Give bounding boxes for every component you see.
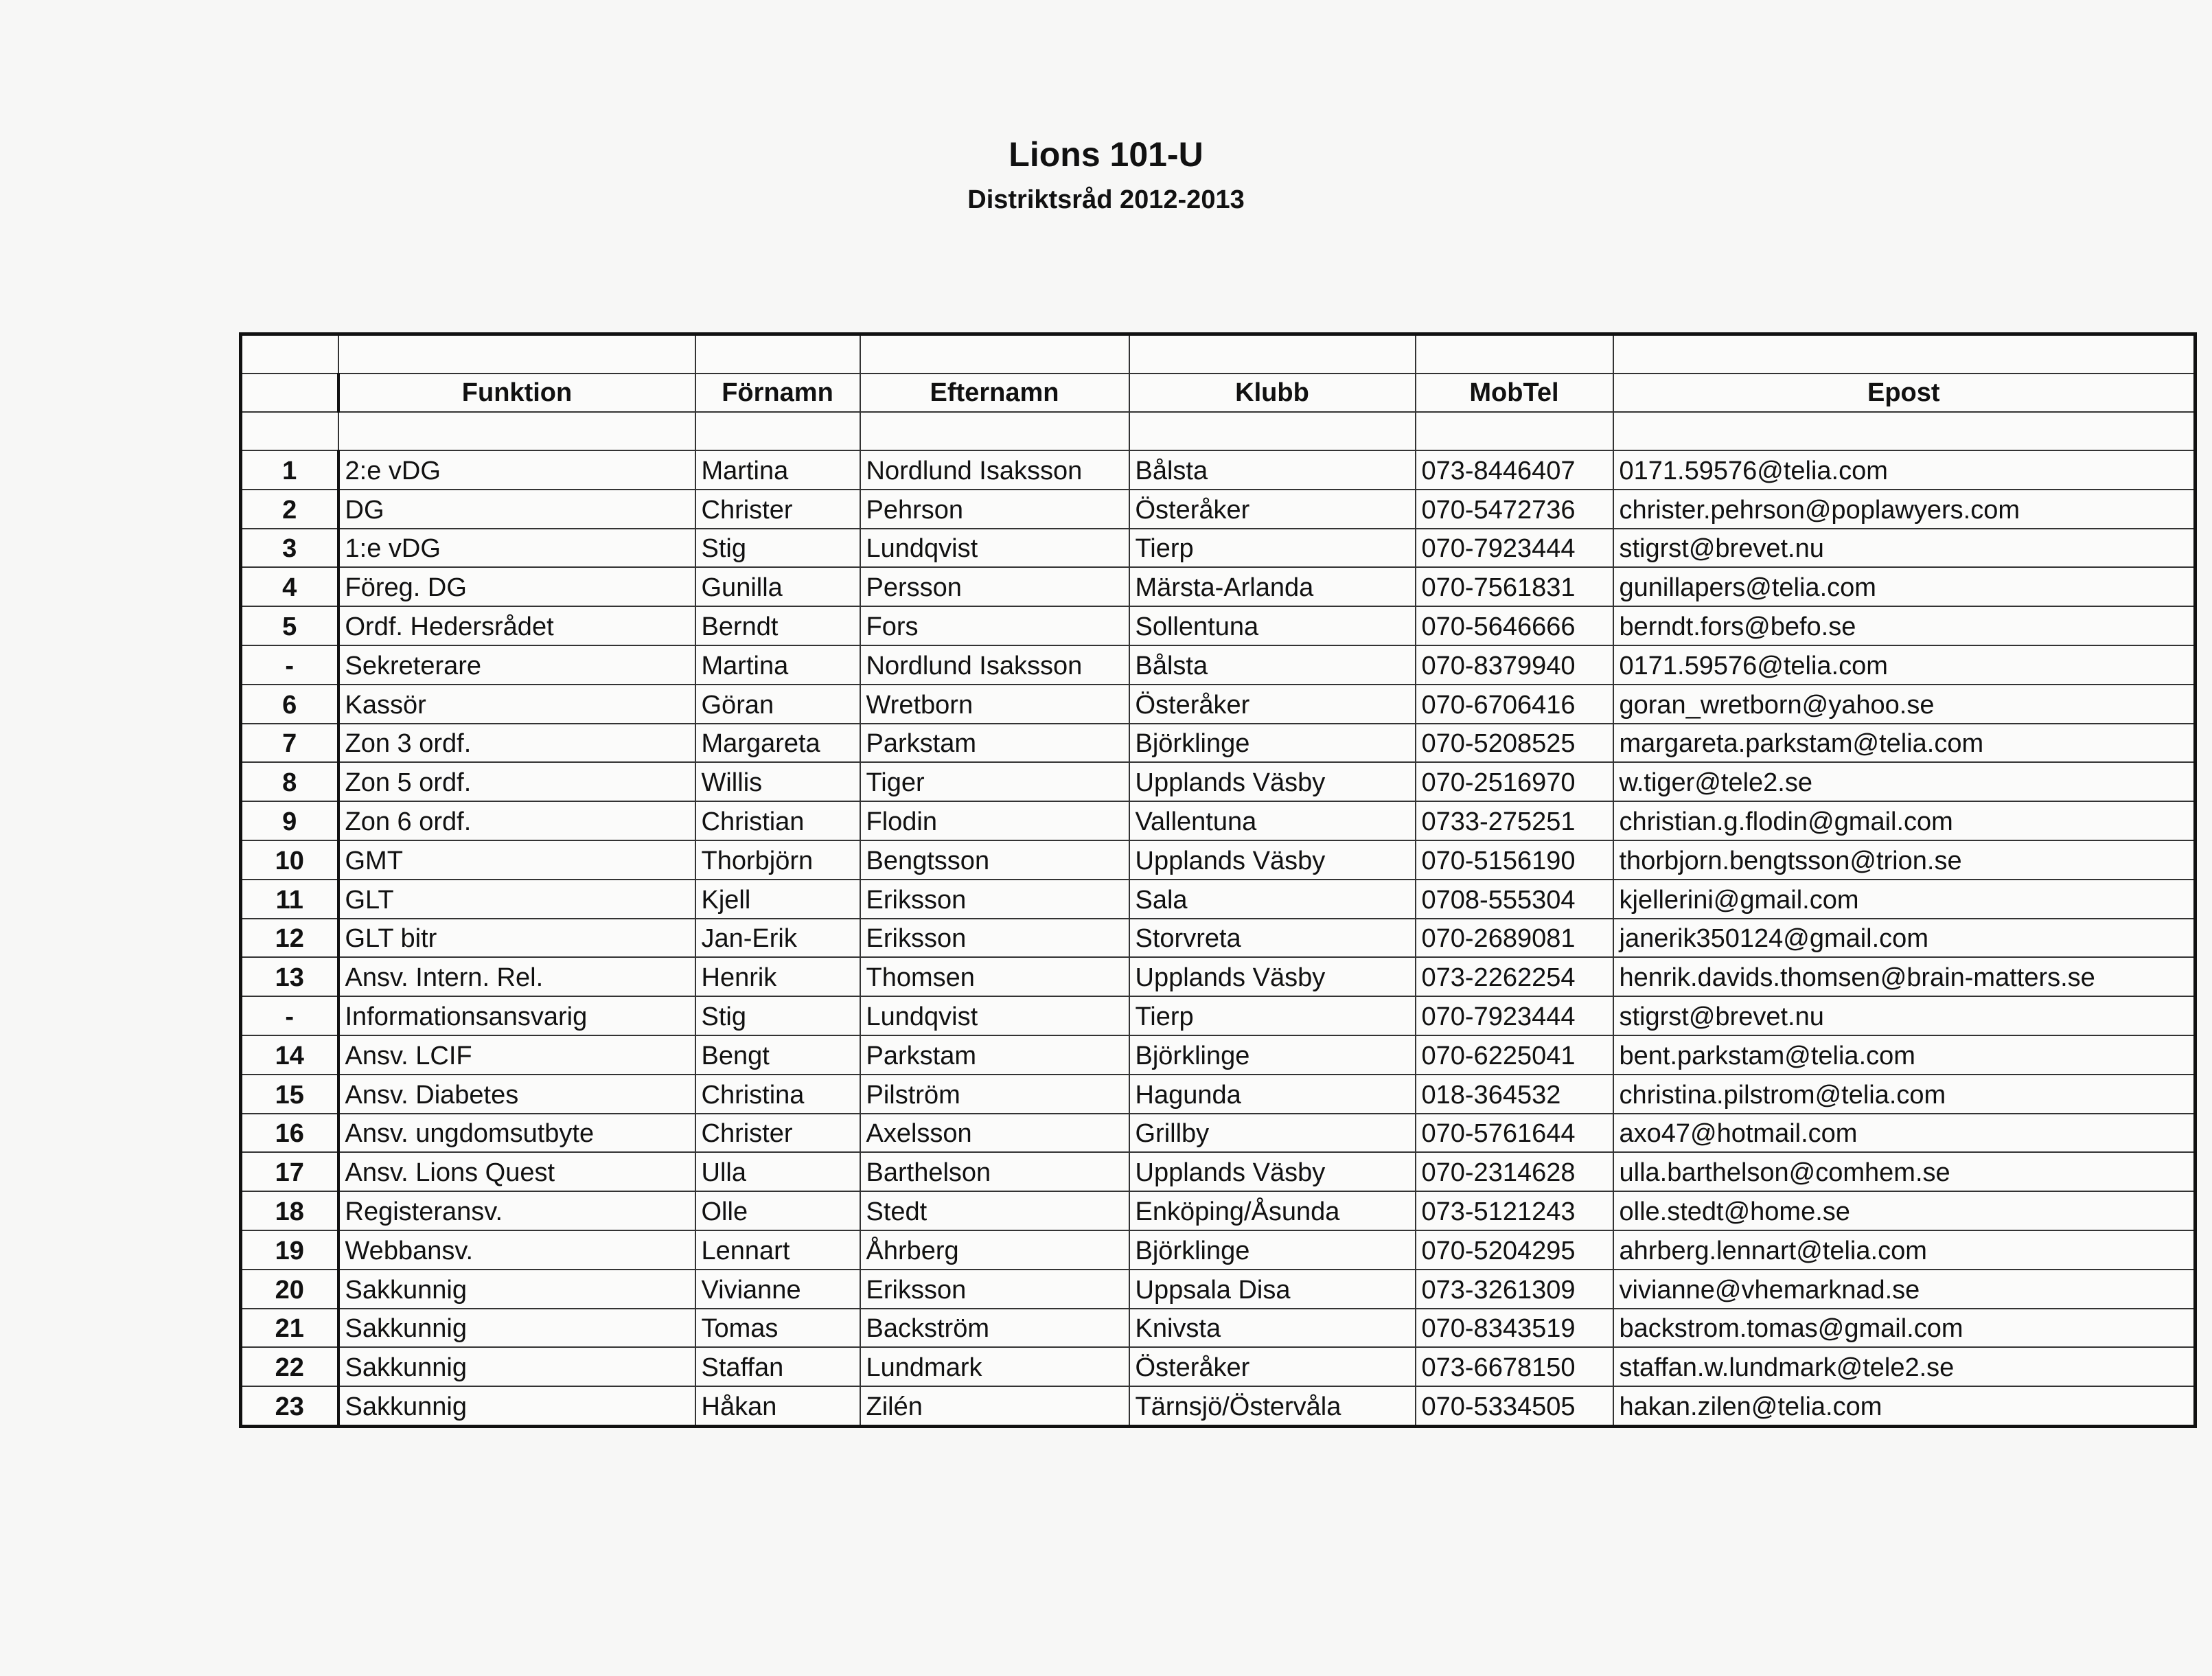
funktion-cell: Zon 3 ordf. (338, 724, 695, 763)
efternamn-cell: Lundmark (860, 1347, 1129, 1386)
header-spacer-bottom (241, 412, 2196, 450)
efternamn-cell: Nordlund Isaksson (860, 450, 1129, 490)
klubb-cell: Björklinge (1129, 1230, 1416, 1270)
epost-cell: stigrst@brevet.nu (1613, 996, 2196, 1035)
fornamn-cell: Kjell (695, 880, 860, 919)
mobtel-cell: 070-2516970 (1416, 762, 1613, 801)
fornamn-cell: Bengt (695, 1035, 860, 1075)
mobtel-cell: 070-5156190 (1416, 840, 1613, 880)
column-header-funktion: Funktion (338, 374, 695, 412)
column-header-fornamn: Förnamn (695, 374, 860, 412)
funktion-cell: Webbansv. (338, 1230, 695, 1270)
funktion-cell: DG (338, 490, 695, 529)
mobtel-cell: 073-2262254 (1416, 957, 1613, 996)
efternamn-cell: Barthelson (860, 1152, 1129, 1191)
mobtel-cell: 070-7923444 (1416, 996, 1613, 1035)
efternamn-cell: Pilström (860, 1075, 1129, 1114)
row-number: 16 (241, 1114, 338, 1153)
klubb-cell: Upplands Väsby (1129, 1152, 1416, 1191)
district-council-table (239, 332, 2197, 1428)
efternamn-cell: Stedt (860, 1191, 1129, 1230)
column-header-epost: Epost (1613, 374, 2196, 412)
efternamn-cell: Parkstam (860, 1035, 1129, 1075)
fornamn-cell: Henrik (695, 957, 860, 996)
epost-cell: ahrberg.lennart@telia.com (1613, 1230, 2196, 1270)
header-spacer-top (241, 334, 2196, 374)
efternamn-cell: Eriksson (860, 880, 1129, 919)
epost-cell: berndt.fors@befo.se (1613, 606, 2196, 645)
table-row (241, 685, 2196, 724)
mobtel-cell: 070-5646666 (1416, 606, 1613, 645)
row-number: 12 (241, 919, 338, 958)
fornamn-cell: Jan-Erik (695, 919, 860, 958)
efternamn-cell: Wretborn (860, 685, 1129, 724)
row-number: 2 (241, 490, 338, 529)
document-title: Lions 101-U (1009, 135, 1203, 174)
funktion-cell: 2:e vDG (338, 450, 695, 490)
fornamn-cell: Christer (695, 490, 860, 529)
table-row (241, 1114, 2196, 1153)
table-row (241, 762, 2196, 801)
table-row (241, 567, 2196, 606)
mobtel-cell: 070-7923444 (1416, 529, 1613, 568)
fornamn-cell: Göran (695, 685, 860, 724)
efternamn-cell: Lundqvist (860, 996, 1129, 1035)
klubb-cell: Björklinge (1129, 1035, 1416, 1075)
epost-cell: bent.parkstam@telia.com (1613, 1035, 2196, 1075)
epost-cell: 0171.59576@telia.com (1613, 645, 2196, 685)
funktion-cell: Sakkunnig (338, 1386, 695, 1426)
epost-cell: gunillapers@telia.com (1613, 567, 2196, 606)
table-row (241, 1035, 2196, 1075)
row-number: 22 (241, 1347, 338, 1386)
efternamn-cell: Nordlund Isaksson (860, 645, 1129, 685)
table-row (241, 801, 2196, 840)
funktion-cell: Föreg. DG (338, 567, 695, 606)
efternamn-cell: Parkstam (860, 724, 1129, 763)
table-row (241, 1309, 2196, 1348)
mobtel-cell: 070-2689081 (1416, 919, 1613, 958)
epost-cell: thorbjorn.bengtsson@trion.se (1613, 840, 2196, 880)
mobtel-cell: 070-5204295 (1416, 1230, 1613, 1270)
row-number: 11 (241, 880, 338, 919)
efternamn-cell: Axelsson (860, 1114, 1129, 1153)
epost-cell: vivianne@vhemarknad.se (1613, 1270, 2196, 1309)
fornamn-cell: Lennart (695, 1230, 860, 1270)
klubb-cell: Upplands Väsby (1129, 840, 1416, 880)
table-header-row (241, 374, 2196, 412)
efternamn-cell: Thomsen (860, 957, 1129, 996)
row-number: 21 (241, 1309, 338, 1348)
efternamn-cell: Fors (860, 606, 1129, 645)
epost-cell: kjellerini@gmail.com (1613, 880, 2196, 919)
efternamn-cell: Flodin (860, 801, 1129, 840)
efternamn-cell: Backström (860, 1309, 1129, 1348)
funktion-cell: Ansv. Lions Quest (338, 1152, 695, 1191)
epost-cell: olle.stedt@home.se (1613, 1191, 2196, 1230)
row-number: 9 (241, 801, 338, 840)
table-row (241, 880, 2196, 919)
funktion-cell: GLT bitr (338, 919, 695, 958)
table-row (241, 1191, 2196, 1230)
row-number: 3 (241, 529, 338, 568)
funktion-cell: Ansv. Intern. Rel. (338, 957, 695, 996)
funktion-cell: Zon 6 ordf. (338, 801, 695, 840)
fornamn-cell: Christian (695, 801, 860, 840)
mobtel-cell: 0733-275251 (1416, 801, 1613, 840)
funktion-cell: Sakkunnig (338, 1309, 695, 1348)
epost-cell: margareta.parkstam@telia.com (1613, 724, 2196, 763)
klubb-cell: Tierp (1129, 529, 1416, 568)
table-row (241, 1386, 2196, 1426)
table-row (241, 840, 2196, 880)
table-row (241, 490, 2196, 529)
table-row (241, 645, 2196, 685)
klubb-cell: Bålsta (1129, 645, 1416, 685)
epost-cell: christian.g.flodin@gmail.com (1613, 801, 2196, 840)
funktion-cell: Ansv. Diabetes (338, 1075, 695, 1114)
epost-cell: stigrst@brevet.nu (1613, 529, 2196, 568)
klubb-cell: Bålsta (1129, 450, 1416, 490)
mobtel-cell: 070-5761644 (1416, 1114, 1613, 1153)
row-number: 10 (241, 840, 338, 880)
mobtel-cell: 070-6706416 (1416, 685, 1613, 724)
column-header-klubb: Klubb (1129, 374, 1416, 412)
mobtel-cell: 070-6225041 (1416, 1035, 1613, 1075)
row-number: 6 (241, 685, 338, 724)
fornamn-cell: Olle (695, 1191, 860, 1230)
fornamn-cell: Stig (695, 996, 860, 1035)
efternamn-cell: Tiger (860, 762, 1129, 801)
epost-cell: ulla.barthelson@comhem.se (1613, 1152, 2196, 1191)
column-header-mobtel: MobTel (1416, 374, 1613, 412)
klubb-cell: Österåker (1129, 490, 1416, 529)
funktion-cell: Kassör (338, 685, 695, 724)
row-number: 4 (241, 567, 338, 606)
table-row (241, 1152, 2196, 1191)
table-row (241, 724, 2196, 763)
row-number: 23 (241, 1386, 338, 1426)
klubb-cell: Knivsta (1129, 1309, 1416, 1348)
table-row (241, 996, 2196, 1035)
fornamn-cell: Christer (695, 1114, 860, 1153)
fornamn-cell: Margareta (695, 724, 860, 763)
epost-cell: staffan.w.lundmark@tele2.se (1613, 1347, 2196, 1386)
fornamn-cell: Tomas (695, 1309, 860, 1348)
row-number: 13 (241, 957, 338, 996)
mobtel-cell: 070-5208525 (1416, 724, 1613, 763)
efternamn-cell: Eriksson (860, 919, 1129, 958)
funktion-cell: Ansv. LCIF (338, 1035, 695, 1075)
mobtel-cell: 073-3261309 (1416, 1270, 1613, 1309)
klubb-cell: Hagunda (1129, 1075, 1416, 1114)
fornamn-cell: Christina (695, 1075, 860, 1114)
fornamn-cell: Vivianne (695, 1270, 860, 1309)
efternamn-cell: Åhrberg (860, 1230, 1129, 1270)
efternamn-cell: Eriksson (860, 1270, 1129, 1309)
efternamn-cell: Bengtsson (860, 840, 1129, 880)
klubb-cell: Grillby (1129, 1114, 1416, 1153)
epost-cell: henrik.davids.thomsen@brain-matters.se (1613, 957, 2196, 996)
mobtel-cell: 070-2314628 (1416, 1152, 1613, 1191)
klubb-cell: Upplands Väsby (1129, 762, 1416, 801)
mobtel-cell: 0708-555304 (1416, 880, 1613, 919)
row-number: 15 (241, 1075, 338, 1114)
epost-cell: 0171.59576@telia.com (1613, 450, 2196, 490)
row-number: 19 (241, 1230, 338, 1270)
epost-cell: goran_wretborn@yahoo.se (1613, 685, 2196, 724)
mobtel-cell: 073-6678150 (1416, 1347, 1613, 1386)
epost-cell: hakan.zilen@telia.com (1613, 1386, 2196, 1426)
row-number: 7 (241, 724, 338, 763)
fornamn-cell: Stig (695, 529, 860, 568)
mobtel-cell: 070-5334505 (1416, 1386, 1613, 1426)
epost-cell: w.tiger@tele2.se (1613, 762, 2196, 801)
klubb-cell: Sala (1129, 880, 1416, 919)
table-row (241, 529, 2196, 568)
column-header-number (241, 374, 338, 412)
klubb-cell: Tierp (1129, 996, 1416, 1035)
row-number: 17 (241, 1152, 338, 1191)
table-row (241, 450, 2196, 490)
efternamn-cell: Zilén (860, 1386, 1129, 1426)
fornamn-cell: Martina (695, 450, 860, 490)
efternamn-cell: Lundqvist (860, 529, 1129, 568)
funktion-cell: GLT (338, 880, 695, 919)
efternamn-cell: Pehrson (860, 490, 1129, 529)
klubb-cell: Tärnsjö/Östervåla (1129, 1386, 1416, 1426)
mobtel-cell: 073-5121243 (1416, 1191, 1613, 1230)
mobtel-cell: 018-364532 (1416, 1075, 1613, 1114)
table-row (241, 1270, 2196, 1309)
klubb-cell: Sollentuna (1129, 606, 1416, 645)
klubb-cell: Märsta-Arlanda (1129, 567, 1416, 606)
fornamn-cell: Staffan (695, 1347, 860, 1386)
table-row (241, 606, 2196, 645)
row-number: 1 (241, 450, 338, 490)
mobtel-cell: 070-5472736 (1416, 490, 1613, 529)
funktion-cell: GMT (338, 840, 695, 880)
table-row (241, 919, 2196, 958)
column-header-efternamn: Efternamn (860, 374, 1129, 412)
klubb-cell: Björklinge (1129, 724, 1416, 763)
row-number: - (241, 996, 338, 1035)
funktion-cell: Sakkunnig (338, 1347, 695, 1386)
table-row (241, 1075, 2196, 1114)
funktion-cell: Sekreterare (338, 645, 695, 685)
funktion-cell: 1:e vDG (338, 529, 695, 568)
mobtel-cell: 070-8343519 (1416, 1309, 1613, 1348)
fornamn-cell: Håkan (695, 1386, 860, 1426)
table-row (241, 957, 2196, 996)
row-number: 14 (241, 1035, 338, 1075)
fornamn-cell: Thorbjörn (695, 840, 860, 880)
epost-cell: christina.pilstrom@telia.com (1613, 1075, 2196, 1114)
fornamn-cell: Ulla (695, 1152, 860, 1191)
klubb-cell: Uppsala Disa (1129, 1270, 1416, 1309)
mobtel-cell: 073-8446407 (1416, 450, 1613, 490)
funktion-cell: Informationsansvarig (338, 996, 695, 1035)
fornamn-cell: Martina (695, 645, 860, 685)
table-row (241, 1347, 2196, 1386)
fornamn-cell: Berndt (695, 606, 860, 645)
row-number: 18 (241, 1191, 338, 1230)
mobtel-cell: 070-8379940 (1416, 645, 1613, 685)
row-number: 8 (241, 762, 338, 801)
mobtel-cell: 070-7561831 (1416, 567, 1613, 606)
fornamn-cell: Willis (695, 762, 860, 801)
funktion-cell: Ansv. ungdomsutbyte (338, 1114, 695, 1153)
funktion-cell: Registeransv. (338, 1191, 695, 1230)
epost-cell: backstrom.tomas@gmail.com (1613, 1309, 2196, 1348)
klubb-cell: Enköping/Åsunda (1129, 1191, 1416, 1230)
klubb-cell: Österåker (1129, 1347, 1416, 1386)
funktion-cell: Sakkunnig (338, 1270, 695, 1309)
row-number: 5 (241, 606, 338, 645)
fornamn-cell: Gunilla (695, 567, 860, 606)
funktion-cell: Ordf. Hedersrådet (338, 606, 695, 645)
document-subtitle: Distriktsråd 2012-2013 (967, 185, 1245, 214)
row-number: - (241, 645, 338, 685)
klubb-cell: Upplands Väsby (1129, 957, 1416, 996)
row-number: 20 (241, 1270, 338, 1309)
table-row (241, 1230, 2196, 1270)
efternamn-cell: Persson (860, 567, 1129, 606)
funktion-cell: Zon 5 ordf. (338, 762, 695, 801)
klubb-cell: Storvreta (1129, 919, 1416, 958)
klubb-cell: Vallentuna (1129, 801, 1416, 840)
epost-cell: axo47@hotmail.com (1613, 1114, 2196, 1153)
epost-cell: janerik350124@gmail.com (1613, 919, 2196, 958)
epost-cell: christer.pehrson@poplawyers.com (1613, 490, 2196, 529)
klubb-cell: Österåker (1129, 685, 1416, 724)
